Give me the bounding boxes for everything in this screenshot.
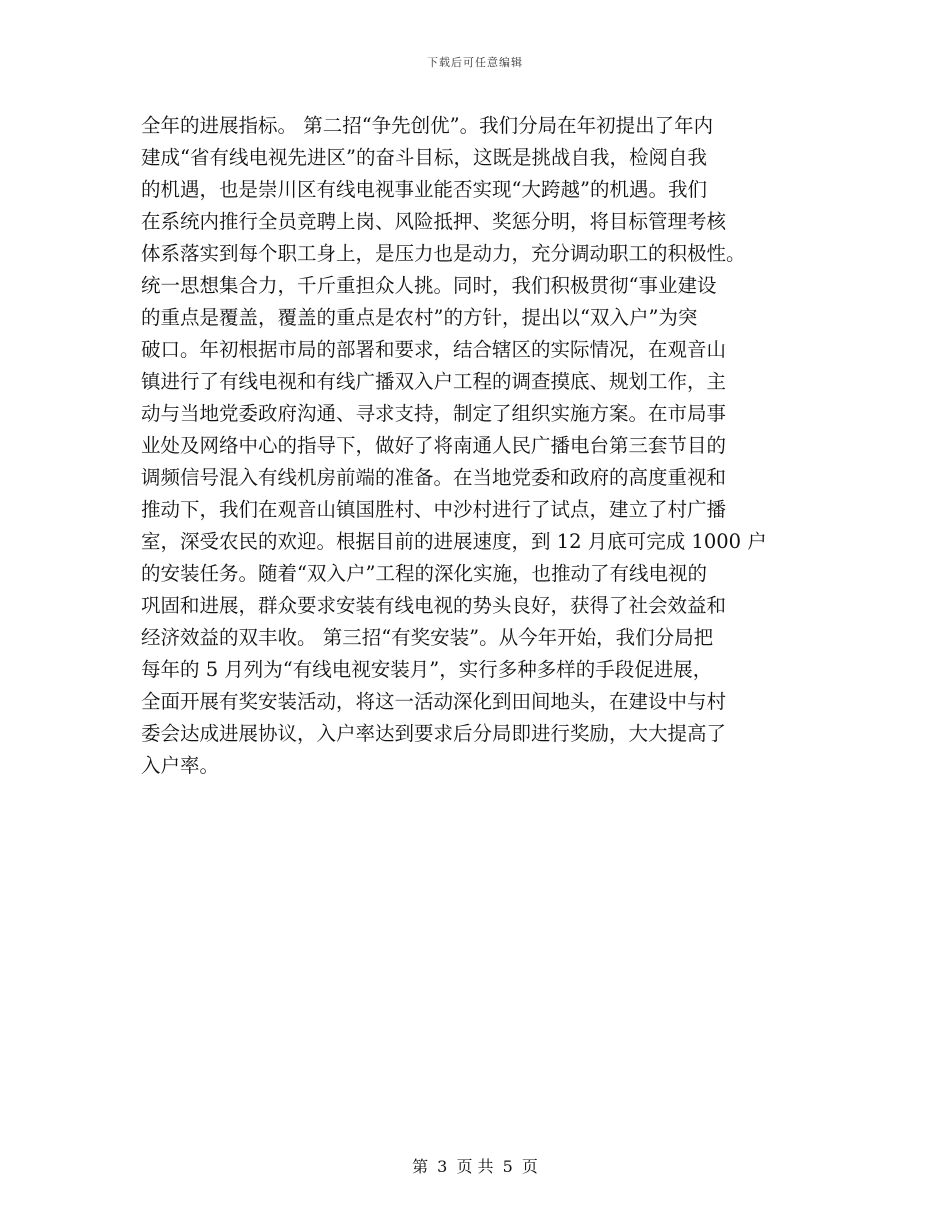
page-header-note: 下载后可任意编辑 xyxy=(427,56,523,69)
body-line: 的机遇，也是崇川区有线电视事业能否实现“大跨越”的机遇。我们 xyxy=(141,178,707,201)
body-line: 经济效益的双丰收。 第三招“有奖安装”。从今年开始，我们分局把 xyxy=(141,626,714,649)
body-line: 委会达成进展协议，入户率达到要求后分局即进行奖励，大大提高了 xyxy=(141,722,727,745)
body-line: 全年的进展指标。 第二招“争先创优”。我们分局在年初提出了年内 xyxy=(141,114,714,137)
body-line: 动与当地党委政府沟通、寻求支持，制定了组织实施方案。在市局事 xyxy=(141,402,727,425)
body-line: 全面开展有奖安装活动，将这一活动深化到田间地头，在建设中与村 xyxy=(141,690,727,713)
body-line: 每年的 5 月列为“有线电视安装月”，实行多种多样的手段促进展， xyxy=(141,658,713,681)
body-line: 调频信号混入有线机房前端的准备。在当地党委和政府的高度重视和 xyxy=(141,466,727,489)
body-line: 业处及网络中心的指导下，做好了将南通人民广播电台第三套节目的 xyxy=(141,434,727,457)
body-line: 室，深受农民的欢迎。根据目前的进展速度，到 12 月底可完成 1000 户 xyxy=(141,530,767,553)
page-label-middle: 页 共 xyxy=(456,1157,494,1176)
current-page-number: 3 xyxy=(437,1157,448,1176)
body-line: 体系落实到每个职工身上，是压力也是动力，充分调动职工的积极性。 xyxy=(141,242,746,265)
page-label-prefix: 第 xyxy=(412,1157,429,1176)
body-line: 巩固和进展，群众要求安装有线电视的势头良好，获得了社会效益和 xyxy=(141,594,727,617)
total-pages-number: 5 xyxy=(502,1157,513,1176)
body-line: 推动下，我们在观音山镇国胜村、中沙村进行了试点，建立了村广播 xyxy=(141,498,727,521)
document-body xyxy=(141,110,821,782)
body-line: 破口。年初根据市局的部署和要求，结合辖区的实际情况，在观音山 xyxy=(141,338,727,361)
body-line: 统一思想集合力，千斤重担众人挑。同时，我们积极贯彻“事业建设 xyxy=(141,274,717,297)
page-label-suffix: 页 xyxy=(521,1157,538,1176)
body-line: 的安装任务。随着“双入户”工程的深化实施，也推动了有线电视的 xyxy=(141,562,707,585)
page-footer xyxy=(0,1154,950,1177)
body-line: 镇进行了有线电视和有线广播双入户工程的调查摸底、规划工作，主 xyxy=(141,370,727,393)
body-line: 的重点是覆盖，覆盖的重点是农村”的方针，提出以“双入户”为突 xyxy=(141,306,698,329)
body-line: 建成“省有线电视先进区”的奋斗目标，这既是挑战自我，检阅自我 xyxy=(141,146,707,169)
body-line: 入户率。 xyxy=(141,754,220,777)
body-line: 在系统内推行全员竞聘上岗、风险抵押、奖惩分明，将目标管理考核 xyxy=(141,210,727,233)
